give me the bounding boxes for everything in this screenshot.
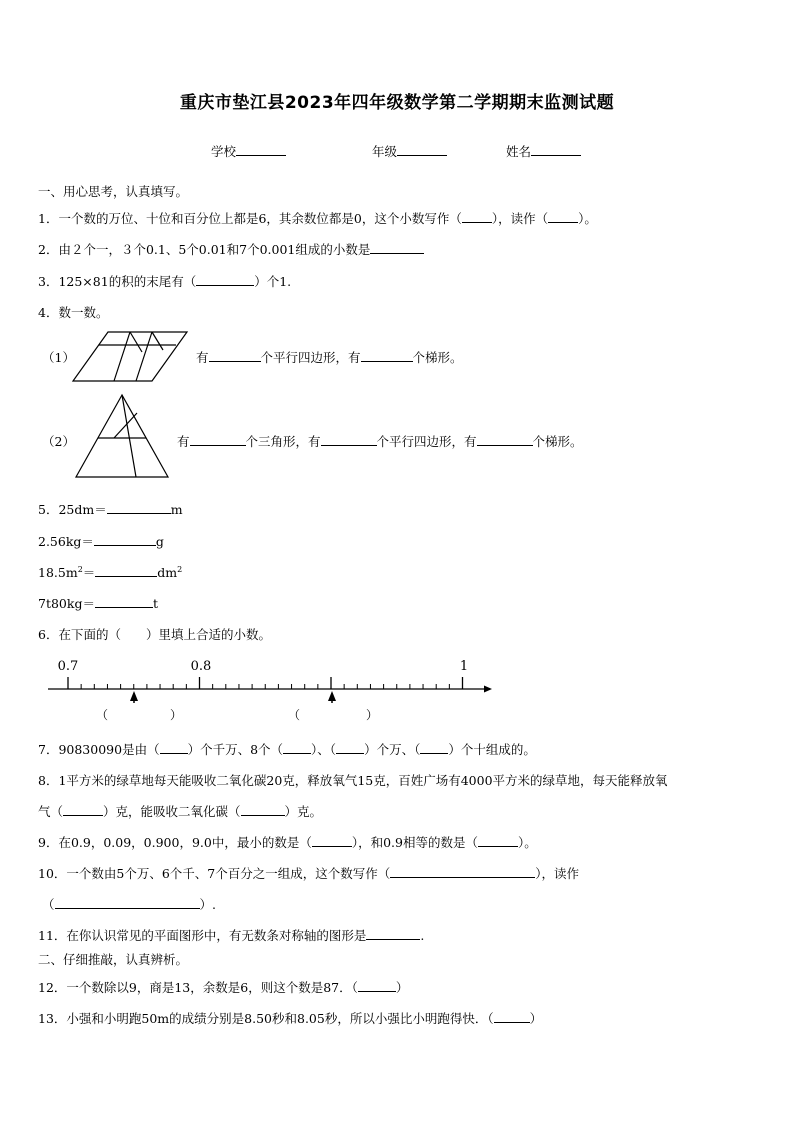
q7-text-a: 7．90830090是由（	[38, 742, 160, 757]
q7-text-b: ）个千万、8个（	[187, 742, 284, 757]
q13-blank[interactable]	[494, 1010, 530, 1023]
q8-text-a: 气（	[38, 804, 64, 819]
question-5d	[38, 594, 158, 612]
q4-1-text-c: 个梯形。	[412, 350, 463, 365]
q4-1-text-b: 个平行四边形，有	[260, 350, 361, 365]
q4-2-text-c: 个平行四边形，有	[376, 434, 477, 449]
q11-text-b: .	[420, 928, 425, 943]
q5c-unit: dm	[157, 565, 178, 580]
question-11	[38, 926, 424, 944]
question-4: 4．数一数。	[38, 305, 109, 320]
q7-text-d: ）个万、（	[364, 742, 421, 757]
q1-blank-2[interactable]	[548, 210, 578, 223]
q10-text-a: 10．一个数由5个万、6个千、7个百分之一组成，这个数写作（	[38, 866, 391, 881]
q9-blank-2[interactable]	[478, 834, 518, 847]
question-5b	[38, 532, 164, 550]
q4-1-blank-1[interactable]	[209, 349, 261, 362]
q8-text-c: ）克。	[284, 804, 323, 819]
answer-paren-open-1: （	[96, 708, 109, 722]
q2-blank[interactable]	[370, 241, 424, 254]
school-label: 学校	[211, 144, 237, 159]
q4-2-text-a: 有	[177, 434, 190, 449]
q4-2-blank-1[interactable]	[190, 433, 246, 446]
marker-arrow-1	[130, 691, 138, 701]
school-field	[211, 142, 286, 160]
q7-text-c: ）、（	[311, 742, 337, 757]
answer-paren-close-1: ）	[170, 708, 183, 722]
q5c-sup: 2	[77, 564, 83, 574]
section-1-heading: 一、用心思考，认真填写。	[38, 184, 189, 199]
q5c-unit-sup: 2	[177, 564, 183, 574]
q11-blank[interactable]	[366, 927, 420, 940]
school-blank[interactable]	[236, 143, 286, 156]
number-line-arrowhead	[484, 686, 492, 693]
q13-text-a: 13．小强和小明跑50m的成绩分别是8.50秒和8.05秒，所以小强比小明跑得快．（	[38, 1011, 494, 1026]
grade-label: 年级	[372, 144, 398, 159]
q4-1-blank-2[interactable]	[361, 349, 413, 362]
q13-text-b: ）	[529, 1011, 543, 1026]
question-8-line-2	[38, 802, 322, 820]
q7-blank-3[interactable]	[336, 741, 364, 754]
question-13	[38, 1009, 542, 1027]
q5a-unit: m	[170, 502, 183, 517]
q4-1-label: （1）	[42, 350, 75, 365]
answer-paren-close-2: ）	[366, 708, 379, 722]
q1-text-b: ），读作（	[491, 211, 549, 226]
page-title: 重庆市垫江县2023年四年级数学第二学期期末监测试题	[179, 93, 615, 113]
q1-blank-1[interactable]	[462, 210, 492, 223]
q3-blank[interactable]	[196, 273, 254, 286]
triangle-figure	[74, 393, 170, 479]
q5d-unit: t	[152, 596, 158, 611]
q5b-text: 2.56kg＝	[38, 534, 94, 549]
q8-text-b: ）克，能吸收二氧化碳（	[103, 804, 241, 819]
section-2-heading: 二、仔细推敲，认真辨析。	[38, 952, 189, 967]
q10-text-d: ）.	[199, 897, 216, 912]
question-8-line-1: 8．1平方米的绿草地每天能吸收二氧化碳20克，释放氧气15克，百姓广场有4000平方米的绿草地，每天能释放氧	[38, 773, 668, 788]
q7-blank-2[interactable]	[283, 741, 311, 754]
q9-text-c: ）。	[517, 835, 537, 850]
q10-blank-1[interactable]	[390, 865, 535, 878]
q5d-blank[interactable]	[95, 595, 153, 608]
q4-2-text-b: 个三角形，有	[245, 434, 321, 449]
name-label: 姓名	[506, 144, 532, 159]
tick-label-0-8: 0.8	[190, 659, 212, 674]
q5d-text: 7t80kg＝	[38, 596, 95, 611]
grade-field	[372, 142, 447, 160]
q4-2-label: （2）	[42, 434, 75, 449]
q12-blank[interactable]	[358, 979, 396, 992]
q4-2-text	[177, 432, 583, 450]
q5a-text: 5．25dm＝	[38, 502, 107, 517]
q5c-eq: ＝	[82, 565, 96, 580]
question-6: 6．在下面的（ ）里填上合适的小数。	[38, 627, 271, 642]
q2-text: 2．由２个一，３个0.1、5个0.01和7个0.001组成的小数是	[38, 242, 371, 257]
question-12	[38, 978, 408, 996]
q5b-blank[interactable]	[94, 533, 156, 546]
q8-blank-1[interactable]	[63, 803, 103, 816]
q9-text-b: ），和0.9相等的数是（	[351, 835, 478, 850]
q5c-text: 18.5m	[38, 565, 78, 580]
grade-blank[interactable]	[397, 143, 447, 156]
question-3	[38, 272, 291, 290]
q7-text-e: ）个十组成的。	[448, 742, 536, 757]
q9-text-a: 9．在0.9，0.09，0.900，9.0中，最小的数是（	[38, 835, 312, 850]
answer-paren-open-2: （	[288, 708, 301, 722]
question-2	[38, 240, 424, 258]
q9-blank-1[interactable]	[312, 834, 352, 847]
q5c-blank[interactable]	[95, 564, 157, 577]
q4-1-text-a: 有	[196, 350, 209, 365]
q1-text-a: 1．一个数的万位、十位和百分位上都是6，其余数位都是0，这个小数写作（	[38, 211, 462, 226]
name-blank[interactable]	[531, 143, 581, 156]
q4-2-blank-2[interactable]	[321, 433, 377, 446]
q5b-unit: g	[155, 534, 164, 549]
question-10-line-2	[42, 895, 216, 913]
question-1	[38, 209, 597, 227]
q3-text-a: 3．125×81的积的末尾有（	[38, 274, 197, 289]
number-line	[44, 655, 500, 725]
q12-text-b: ）	[395, 980, 409, 995]
q10-text-c: （	[42, 897, 55, 912]
parallelogram-figure	[70, 330, 190, 384]
marker-arrow-2	[328, 691, 336, 701]
name-field	[506, 142, 581, 160]
question-9	[38, 833, 537, 851]
q7-blank-1[interactable]	[160, 741, 188, 754]
tick-label-1: 1	[459, 659, 469, 674]
q10-text-b: ），读作	[535, 866, 580, 881]
question-5c	[38, 563, 182, 581]
q4-2-text-d: 个梯形。	[532, 434, 583, 449]
q10-blank-2[interactable]	[55, 896, 200, 909]
q12-text-a: 12．一个数除以9，商是13，余数是6，则这个数是87．（	[38, 980, 358, 995]
q8-blank-2[interactable]	[241, 803, 285, 816]
question-10-line-1	[38, 864, 579, 882]
q5a-blank[interactable]	[107, 501, 171, 514]
question-7	[38, 740, 536, 758]
q1-text-c: ）。	[578, 211, 597, 226]
q11-text-a: 11．在你认识常见的平面图形中，有无数条对称轴的图形是	[38, 928, 367, 943]
q3-text-b: ）个1.	[254, 274, 292, 289]
q7-blank-4[interactable]	[420, 741, 448, 754]
tick-label-0-7: 0.7	[57, 659, 79, 674]
q4-1-text	[196, 348, 463, 366]
question-5a	[38, 500, 183, 518]
q4-2-blank-3[interactable]	[477, 433, 533, 446]
